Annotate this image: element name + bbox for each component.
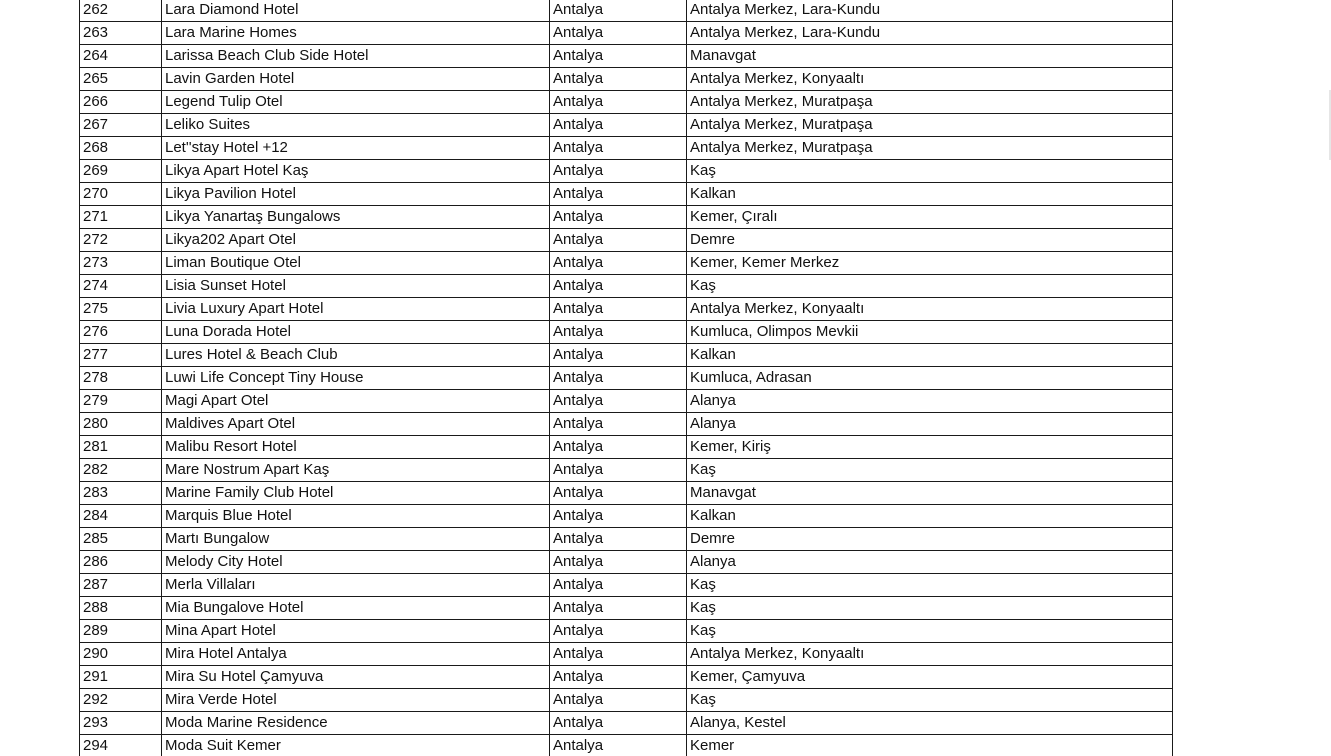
table-row xyxy=(80,597,1173,620)
row-number-cell: 283 xyxy=(80,482,162,505)
table-row xyxy=(80,666,1173,689)
district-cell: Alanya xyxy=(687,413,1173,436)
hotel-name-cell: Melody City Hotel xyxy=(162,551,550,574)
city-cell: Antalya xyxy=(550,91,687,114)
hotel-name-cell: Likya202 Apart Otel xyxy=(162,229,550,252)
row-number-cell: 291 xyxy=(80,666,162,689)
city-cell: Antalya xyxy=(550,390,687,413)
city-cell: Antalya xyxy=(550,160,687,183)
row-number-cell: 277 xyxy=(80,344,162,367)
city-cell: Antalya xyxy=(550,22,687,45)
row-number-cell: 284 xyxy=(80,505,162,528)
row-number-cell: 293 xyxy=(80,712,162,735)
district-cell: Kalkan xyxy=(687,183,1173,206)
city-cell: Antalya xyxy=(550,206,687,229)
hotel-name-cell: Luna Dorada Hotel xyxy=(162,321,550,344)
row-number-cell: 287 xyxy=(80,574,162,597)
table-row xyxy=(80,459,1173,482)
district-cell: Kemer xyxy=(687,735,1173,756)
hotel-name-cell: Lara Marine Homes xyxy=(162,22,550,45)
district-cell: Antalya Merkez, Lara-Kundu xyxy=(687,0,1173,22)
hotel-name-cell: Luwi Life Concept Tiny House xyxy=(162,367,550,390)
district-cell: Kaş xyxy=(687,620,1173,643)
district-cell: Kemer, Çıralı xyxy=(687,206,1173,229)
city-cell: Antalya xyxy=(550,298,687,321)
hotel-name-cell: Mira Verde Hotel xyxy=(162,689,550,712)
table-row xyxy=(80,321,1173,344)
district-cell: Kalkan xyxy=(687,505,1173,528)
hotel-name-cell: Marquis Blue Hotel xyxy=(162,505,550,528)
city-cell: Antalya xyxy=(550,367,687,390)
row-number-cell: 268 xyxy=(80,137,162,160)
district-cell: Alanya xyxy=(687,551,1173,574)
row-number-cell: 266 xyxy=(80,91,162,114)
district-cell: Antalya Merkez, Konyaaltı xyxy=(687,298,1173,321)
city-cell: Antalya xyxy=(550,459,687,482)
hotel-name-cell: Lisia Sunset Hotel xyxy=(162,275,550,298)
row-number-cell: 279 xyxy=(80,390,162,413)
district-cell: Antalya Merkez, Konyaaltı xyxy=(687,643,1173,666)
table-row xyxy=(80,390,1173,413)
city-cell: Antalya xyxy=(550,68,687,91)
city-cell: Antalya xyxy=(550,275,687,298)
table-row xyxy=(80,22,1173,45)
table-row xyxy=(80,344,1173,367)
district-cell: Antalya Merkez, Konyaaltı xyxy=(687,68,1173,91)
table-row xyxy=(80,183,1173,206)
table-row xyxy=(80,735,1173,756)
district-cell: Kemer, Kiriş xyxy=(687,436,1173,459)
row-number-cell: 269 xyxy=(80,160,162,183)
city-cell: Antalya xyxy=(550,482,687,505)
city-cell: Antalya xyxy=(550,252,687,275)
row-number-cell: 274 xyxy=(80,275,162,298)
row-number-cell: 289 xyxy=(80,620,162,643)
city-cell: Antalya xyxy=(550,666,687,689)
table-row xyxy=(80,574,1173,597)
table-row xyxy=(80,298,1173,321)
district-cell: Manavgat xyxy=(687,45,1173,68)
city-cell: Antalya xyxy=(550,574,687,597)
row-number-cell: 282 xyxy=(80,459,162,482)
table-row xyxy=(80,68,1173,91)
city-cell: Antalya xyxy=(550,137,687,160)
district-cell: Alanya xyxy=(687,390,1173,413)
row-number-cell: 263 xyxy=(80,22,162,45)
row-number-cell: 288 xyxy=(80,597,162,620)
city-cell: Antalya xyxy=(550,551,687,574)
row-number-cell: 267 xyxy=(80,114,162,137)
city-cell: Antalya xyxy=(550,114,687,137)
hotel-name-cell: Mia Bungalove Hotel xyxy=(162,597,550,620)
hotel-name-cell: Moda Suit Kemer xyxy=(162,735,550,756)
hotel-name-cell: Martı Bungalow xyxy=(162,528,550,551)
hotel-name-cell: Likya Apart Hotel Kaş xyxy=(162,160,550,183)
table-row xyxy=(80,551,1173,574)
hotel-table-container xyxy=(79,0,1173,756)
hotel-name-cell: Lara Diamond Hotel xyxy=(162,0,550,22)
hotel-name-cell: Mare Nostrum Apart Kaş xyxy=(162,459,550,482)
table-row xyxy=(80,505,1173,528)
row-number-cell: 292 xyxy=(80,689,162,712)
hotel-name-cell: Larissa Beach Club Side Hotel xyxy=(162,45,550,68)
hotel-name-cell: Likya Yanartaş Bungalows xyxy=(162,206,550,229)
district-cell: Kaş xyxy=(687,459,1173,482)
district-cell: Alanya, Kestel xyxy=(687,712,1173,735)
hotel-table-body xyxy=(80,0,1173,756)
table-row xyxy=(80,413,1173,436)
table-row xyxy=(80,482,1173,505)
hotel-table xyxy=(79,0,1173,756)
city-cell: Antalya xyxy=(550,45,687,68)
hotel-name-cell: Mina Apart Hotel xyxy=(162,620,550,643)
hotel-name-cell: Likya Pavilion Hotel xyxy=(162,183,550,206)
row-number-cell: 286 xyxy=(80,551,162,574)
table-row xyxy=(80,367,1173,390)
hotel-name-cell: Let''stay Hotel +12 xyxy=(162,137,550,160)
city-cell: Antalya xyxy=(550,643,687,666)
city-cell: Antalya xyxy=(550,597,687,620)
district-cell: Demre xyxy=(687,528,1173,551)
district-cell: Antalya Merkez, Muratpaşa xyxy=(687,114,1173,137)
city-cell: Antalya xyxy=(550,229,687,252)
district-cell: Kaş xyxy=(687,597,1173,620)
table-row xyxy=(80,160,1173,183)
district-cell: Kaş xyxy=(687,574,1173,597)
row-number-cell: 273 xyxy=(80,252,162,275)
hotel-name-cell: Lures Hotel & Beach Club xyxy=(162,344,550,367)
table-row xyxy=(80,206,1173,229)
city-cell: Antalya xyxy=(550,344,687,367)
district-cell: Antalya Merkez, Muratpaşa xyxy=(687,91,1173,114)
city-cell: Antalya xyxy=(550,0,687,22)
row-number-cell: 272 xyxy=(80,229,162,252)
city-cell: Antalya xyxy=(550,413,687,436)
hotel-name-cell: Malibu Resort Hotel xyxy=(162,436,550,459)
district-cell: Kaş xyxy=(687,689,1173,712)
hotel-name-cell: Liman Boutique Otel xyxy=(162,252,550,275)
row-number-cell: 280 xyxy=(80,413,162,436)
hotel-name-cell: Magi Apart Otel xyxy=(162,390,550,413)
hotel-name-cell: Livia Luxury Apart Hotel xyxy=(162,298,550,321)
district-cell: Demre xyxy=(687,229,1173,252)
row-number-cell: 281 xyxy=(80,436,162,459)
district-cell: Kaş xyxy=(687,160,1173,183)
district-cell: Manavgat xyxy=(687,482,1173,505)
district-cell: Kumluca, Olimpos Mevkii xyxy=(687,321,1173,344)
city-cell: Antalya xyxy=(550,689,687,712)
hotel-name-cell: Merla Villaları xyxy=(162,574,550,597)
row-number-cell: 270 xyxy=(80,183,162,206)
district-cell: Kaş xyxy=(687,275,1173,298)
table-row xyxy=(80,45,1173,68)
district-cell: Antalya Merkez, Lara-Kundu xyxy=(687,22,1173,45)
district-cell: Kemer, Çamyuva xyxy=(687,666,1173,689)
hotel-name-cell: Mira Su Hotel Çamyuva xyxy=(162,666,550,689)
row-number-cell: 294 xyxy=(80,735,162,756)
row-number-cell: 262 xyxy=(80,0,162,22)
city-cell: Antalya xyxy=(550,735,687,756)
table-row xyxy=(80,252,1173,275)
table-row xyxy=(80,436,1173,459)
hotel-name-cell: Leliko Suites xyxy=(162,114,550,137)
table-row xyxy=(80,137,1173,160)
city-cell: Antalya xyxy=(550,505,687,528)
table-row xyxy=(80,114,1173,137)
row-number-cell: 290 xyxy=(80,643,162,666)
city-cell: Antalya xyxy=(550,321,687,344)
table-row xyxy=(80,620,1173,643)
row-number-cell: 271 xyxy=(80,206,162,229)
city-cell: Antalya xyxy=(550,183,687,206)
hotel-name-cell: Maldives Apart Otel xyxy=(162,413,550,436)
hotel-name-cell: Lavin Garden Hotel xyxy=(162,68,550,91)
hotel-name-cell: Legend Tulip Otel xyxy=(162,91,550,114)
district-cell: Antalya Merkez, Muratpaşa xyxy=(687,137,1173,160)
row-number-cell: 276 xyxy=(80,321,162,344)
row-number-cell: 285 xyxy=(80,528,162,551)
district-cell: Kemer, Kemer Merkez xyxy=(687,252,1173,275)
hotel-name-cell: Mira Hotel Antalya xyxy=(162,643,550,666)
row-number-cell: 278 xyxy=(80,367,162,390)
table-row xyxy=(80,0,1173,22)
table-row xyxy=(80,689,1173,712)
table-row xyxy=(80,91,1173,114)
hotel-name-cell: Moda Marine Residence xyxy=(162,712,550,735)
table-row xyxy=(80,229,1173,252)
table-row xyxy=(80,528,1173,551)
hotel-name-cell: Marine Family Club Hotel xyxy=(162,482,550,505)
table-row xyxy=(80,643,1173,666)
table-row xyxy=(80,275,1173,298)
city-cell: Antalya xyxy=(550,712,687,735)
table-row xyxy=(80,712,1173,735)
row-number-cell: 265 xyxy=(80,68,162,91)
city-cell: Antalya xyxy=(550,436,687,459)
district-cell: Kumluca, Adrasan xyxy=(687,367,1173,390)
row-number-cell: 275 xyxy=(80,298,162,321)
city-cell: Antalya xyxy=(550,620,687,643)
district-cell: Kalkan xyxy=(687,344,1173,367)
row-number-cell: 264 xyxy=(80,45,162,68)
city-cell: Antalya xyxy=(550,528,687,551)
